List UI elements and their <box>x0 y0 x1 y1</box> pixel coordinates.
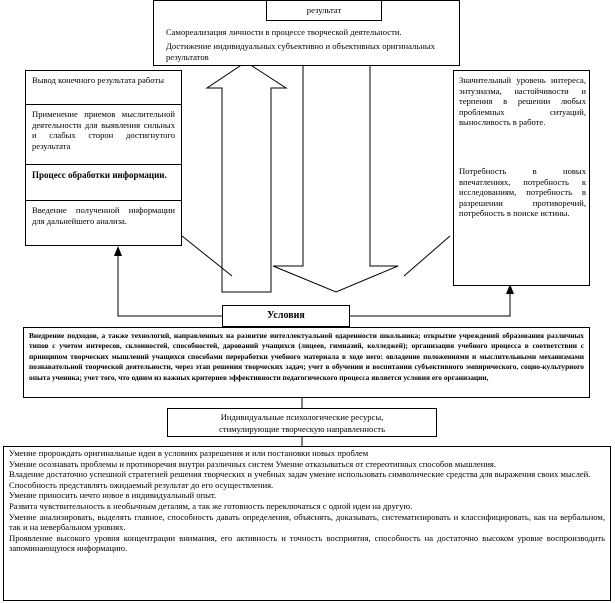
resources-line-2: стимулирующие творческую направленность <box>219 424 385 434</box>
connector-line <box>404 236 450 276</box>
result-line-1: Самореализация личности в процессе творческой деятельности. <box>166 27 402 37</box>
result-line-2: Достижение индивидуальных субъективно и объективных оригинальных результатов <box>166 41 435 62</box>
right-paragraph-interest: Значительный уровень интереса, энтузиазма, настойчивости и терпения в решении любых проблемных ситуаций, выносливость в работе. <box>459 75 586 128</box>
skill-item: Умение пророждать оригинальные идеи в условиях разрешения и или постановки новых проблем <box>9 448 369 458</box>
skill-item: Способность представлять ожидаемый результат до его осуществления. <box>9 479 274 490</box>
skill-item: Развита чувствительность к необычным деталям, а так же готовность переключаться с одной идеи на другую. <box>9 500 413 511</box>
right-bracket-arrow <box>350 294 510 316</box>
left-bracket-arrow <box>118 256 222 316</box>
skill-item: Проявление высокого уровня концентрации внимания, его активность и точность восприятия, способность на достаточно высоком уровне воспроизводить запоминающуюся информацию. <box>9 532 605 554</box>
resources-line-1: Индивидуальные психологические ресурсы, <box>220 412 384 422</box>
upward-arrow <box>207 62 286 292</box>
arrowhead <box>114 246 122 256</box>
result-box <box>153 0 460 66</box>
divider <box>26 200 181 201</box>
left-process-box <box>25 70 182 246</box>
skill-item: Умение анализировать, выделять главное, способность давать определения, объяснять, доказывать, систематизировать и классифицировать, как на вербальном, так и на невербальном уровнях. <box>9 511 605 533</box>
skills-list <box>9 448 605 554</box>
divider <box>26 164 181 165</box>
skill-item: Владение достаточно успешной стратегией решения творческих и учебных задач умение использовать символические средства для выражения своих мыслей. <box>9 469 591 480</box>
left-section-analysis: Применение приемов мыслительной деятельности для выявления сильных и слабых сторон достигнутого результата <box>32 109 175 151</box>
right-paragraph-needs: Потребность в новых впечатлениях, потребность к исследованиям, потребность в разрешении противоречий, потребность в поиске истины. <box>459 166 586 219</box>
left-section-output: Вывод конечного результата работы <box>32 75 164 85</box>
skill-item: Умение приносить нечто новое в индивидуальный опыт. <box>9 490 217 501</box>
skills-box <box>3 446 611 601</box>
downward-arrow <box>273 62 398 292</box>
result-title-cell <box>266 1 382 21</box>
left-section-processing: Процесс обработки информации. <box>32 170 167 180</box>
resources-box <box>167 408 437 437</box>
right-motivation-box <box>453 70 590 286</box>
conditions-title: Условия <box>267 310 305 321</box>
left-section-input: Введение полученной информации для дальнейшего анализа. <box>32 205 175 226</box>
divider <box>26 104 181 105</box>
conditions-box <box>23 327 590 398</box>
conditions-text: Внедрение подходов, а также технологий, направленных на развитие интеллектуальной одаренности школьника; открытие учреждений образования различных типов с учетом интересов, склонностей, способностей, дарований учащихся (лицеев, гимназий, колледжей); организация учебного процесса в соответствии с принципом творческих мышлений учащихся способами переработки учебного материала в ходе него: овладение положениями и мыслительными механизмами познавательной творческой деятельности, через этап решения творческих задач; учет в обучении и воспитании субъективного эмпирического, социо-культурного опыта ученика; учет того, что одним из важных критериев эффективности педагогического процесса является условия его организации, <box>29 331 584 382</box>
result-title: результат <box>306 5 342 15</box>
skill-item: Умение осознавать проблемы и противоречия внутри различных систем Умение отказываться от стереотипных способов мышления. <box>9 458 497 469</box>
conditions-title-box <box>222 305 350 327</box>
